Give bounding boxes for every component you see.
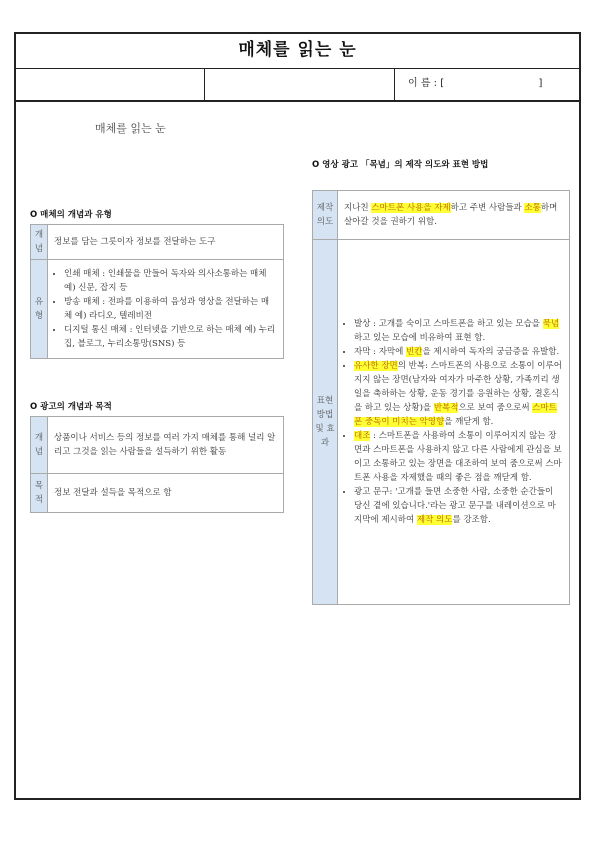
list-item: • 유사한 장면의 반복: 스마트폰의 사용으로 소통이 이루어지지 않는 장면(남자와 여자가 마주한 상황, 가족끼리 생일을 축하하는 상황, 운동 경기를 응원하는 상황, 결혼식을 하고 있는 상황)을 반복적으로 보여 줌으로써 스마트폰 중독이 미치는 악영향을 깨닫게 함. — [354, 359, 563, 429]
name-close: ] — [538, 78, 543, 89]
table-row — [313, 191, 570, 240]
method-list — [344, 317, 563, 527]
ad-purpose-text: 정보 전달과 설득을 목적으로 함 — [48, 474, 284, 513]
media-heading: O 매체의 개념과 유형 — [30, 210, 112, 220]
list-item: • 대조 : 스마트폰을 사용하여 소통이 이루어지지 않는 장면과 스마트폰을 사용하지 않고 다른 사람에게 관심을 보이고 소통하고 있는 장면을 대조하여 보여 줌으로써 스마트폰 사용을 자제했을 때의 좋은 점을 깨닫게 함. — [354, 429, 563, 485]
name-label: 이 름 : [ — [408, 78, 445, 89]
concept-label: 개념 — [31, 225, 48, 260]
page-title: 매체를 읽는 눈 — [16, 34, 579, 69]
ad-concept-label: 개념 — [31, 417, 48, 474]
list-item: • 광고 문구: '고개를 들면 소중한 사람, 소중한 순간들이 당신 곁에 있습니다.'라는 광고 문구를 내레이션으로 마지막에 제시하여 제작 의도를 강조함. — [354, 485, 563, 527]
table-row — [31, 225, 284, 260]
ad-table — [30, 416, 284, 513]
video-table — [312, 190, 570, 605]
intent-highlight-2: 소통 — [524, 203, 541, 213]
table-row — [31, 417, 284, 474]
type-label: 유형 — [31, 260, 48, 359]
media-table — [30, 224, 284, 359]
table-row — [313, 240, 570, 605]
table-row — [31, 474, 284, 513]
intent-text — [338, 191, 570, 240]
ad-heading: O 광고의 개념과 목적 — [30, 402, 112, 412]
list-item: • 디지털 통신 매체 : 인터넷을 기반으로 하는 매체 예) 누리집, 블로그, 누리소통망(SNS) 등 — [64, 323, 277, 351]
list-item: • 방송 매체 : 전파를 이용하여 음성과 영상을 전달하는 매체 예) 라디오, 텔레비전 — [64, 295, 277, 323]
intent-label: 제작 의도 — [313, 191, 338, 240]
intent-pre: 지나친 — [344, 203, 372, 213]
concept-text: 정보를 담는 그릇이자 정보를 전달하는 도구 — [48, 225, 284, 260]
ad-purpose-label: 목적 — [31, 474, 48, 513]
info-cell-1 — [16, 68, 205, 100]
method-cell — [338, 240, 570, 605]
intent-highlight-1: 스마트폰 사용을 자제 — [371, 203, 451, 213]
table-row — [31, 260, 284, 359]
intent-mid: 하고 주변 사람들과 — [450, 203, 525, 213]
list-item: • 발상 : 고개를 숙이고 스마트폰을 하고 있는 모습을 묵념하고 있는 모습에 비유하여 표현 함. — [354, 317, 563, 345]
list-item: • 인쇄 매체 : 인쇄물을 만들어 독자와 의사소통하는 매체 예) 신문, 잡지 등 — [64, 267, 277, 295]
method-label: 표현 방법 및 효과 — [313, 240, 338, 605]
intent-post: 하며 살아갈 것을 권하기 위함. — [344, 203, 558, 227]
info-row — [16, 68, 579, 102]
video-heading: O 영상 광고 「목념」의 제작 의도와 표현 방법 — [312, 160, 489, 170]
types-list — [54, 267, 277, 351]
types-cell — [48, 260, 284, 359]
list-item: • 자막 : 자막에 빈칸을 제시하여 독자의 궁금증을 유발함. — [354, 345, 563, 359]
ad-concept-text: 상품이나 서비스 등의 정보를 여러 가지 매체를 통해 널리 알리고 그것을 읽는 사람들을 설득하기 위한 활동 — [48, 417, 284, 474]
info-cell-2 — [204, 68, 395, 100]
sub-title: 매체를 읽는 눈 — [95, 122, 166, 135]
name-field[interactable] — [394, 68, 579, 100]
